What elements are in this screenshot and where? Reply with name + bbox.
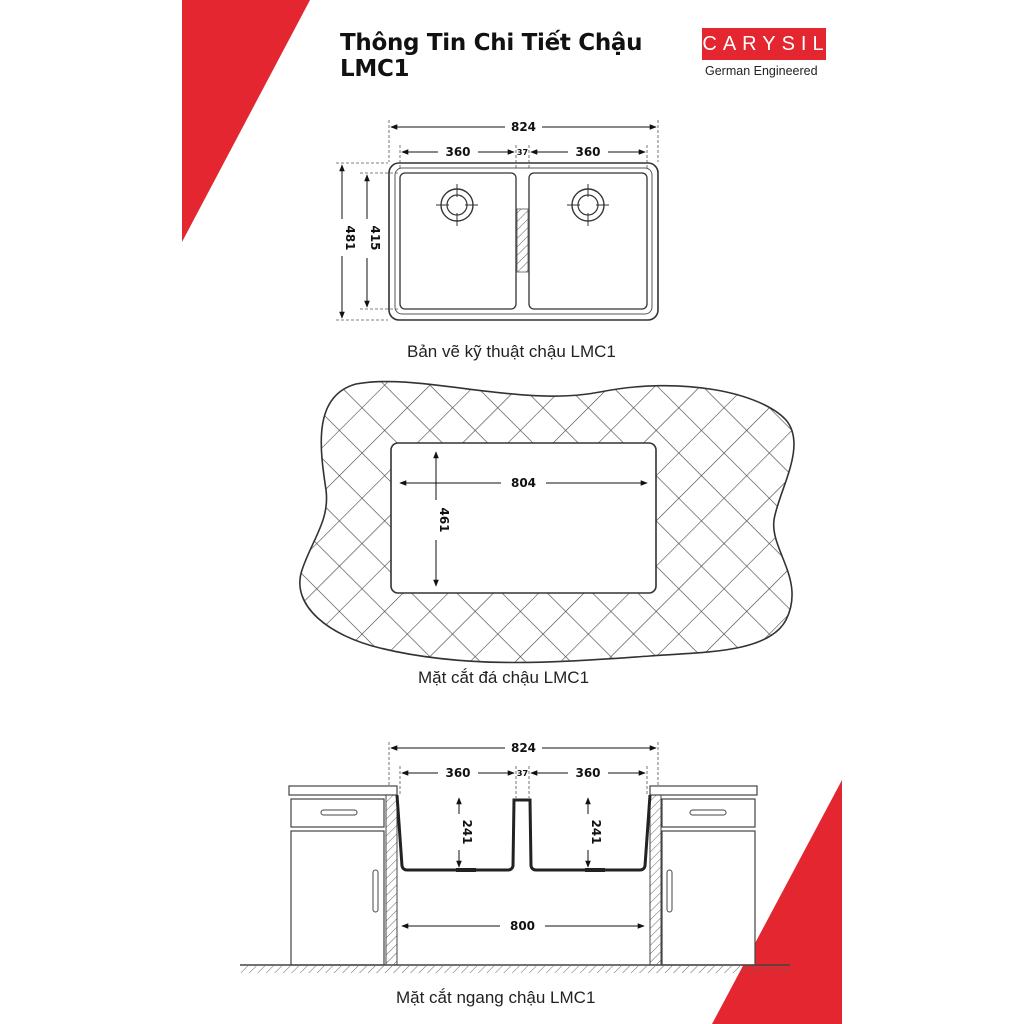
dim-left-bowl-width: 360 [445, 145, 471, 159]
brand-logo [702, 28, 830, 60]
dim-right-bowl-width: 360 [575, 145, 601, 159]
dim-cut-width: 804 [510, 476, 537, 490]
dim-section-overall-width: 824 [510, 741, 537, 755]
dim-section-divider-width: 37 [516, 769, 529, 778]
brand-name: CARYSIL [702, 32, 830, 55]
page-title: Thông Tin Chi Tiết Chậu LMC1 [340, 30, 643, 82]
cross-section-view [240, 741, 790, 973]
dim-bowl-depth: 415 [368, 225, 382, 251]
countertop-left [289, 786, 397, 795]
dim-right-bowl-height: 241 [589, 819, 603, 845]
divider-slot [517, 209, 528, 272]
countertop-right [650, 786, 757, 795]
dim-left-bowl-height: 241 [460, 819, 474, 845]
brand-tagline: German Engineered [705, 64, 818, 78]
dim-overall-depth: 481 [343, 225, 357, 251]
dim-cut-depth: 461 [437, 507, 451, 533]
red-corner-top-left [182, 0, 310, 242]
dim-section-left-bowl-width: 360 [445, 766, 471, 780]
sink-section-profile [397, 795, 650, 870]
caption-technical-drawing: Bản vẽ kỹ thuật chậu LMC1 [407, 342, 616, 361]
left-cabinet-door [291, 831, 384, 965]
caption-stone-cutout: Mặt cắt đá chậu LMC1 [418, 668, 590, 687]
sink-top-view [336, 120, 658, 320]
caption-cross-section: Mặt cắt ngang chậu LMC1 [396, 988, 596, 1007]
dim-cabinet-gap: 800 [509, 919, 536, 933]
dim-section-right-bowl-width: 360 [575, 766, 601, 780]
dim-divider-width: 37 [516, 148, 529, 157]
dim-overall-width: 824 [510, 120, 537, 134]
stone-cutout-view [300, 382, 794, 663]
sink-cutout [391, 443, 656, 593]
right-cabinet-door [662, 831, 755, 965]
